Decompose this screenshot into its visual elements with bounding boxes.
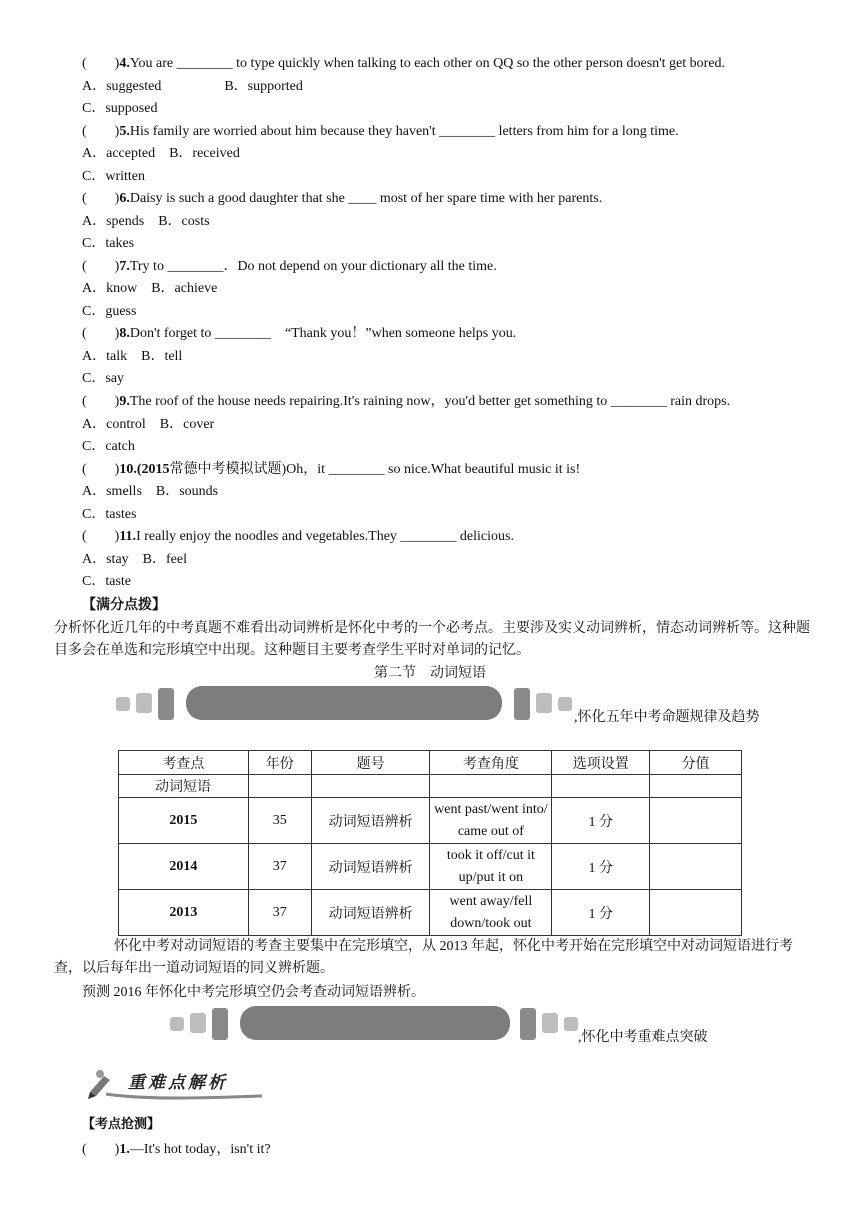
question-stem: —It's hot today，isn't it? — [129, 1142, 271, 1157]
option-c[interactable]: C．takes — [82, 236, 135, 252]
answer-blank[interactable]: ( ) — [82, 258, 120, 274]
table-header: 选项设置 — [552, 751, 650, 775]
tip-text: 分析怀化近几年的中考真题不难看出动词辨析是怀化中考的一个必考点。主要涉及实义动词辨析，情态动词辨析等。这种题目多会在单选和完形填空中出现。这种题目主要考查学生平时对单词的记忆。 — [54, 621, 810, 658]
tip-heading: 【满分点拨】 — [82, 598, 166, 613]
banner-pill — [186, 686, 502, 720]
table-cell-num: 37 — [248, 844, 311, 890]
options-ab[interactable]: A．spends B．costs — [82, 213, 210, 229]
test-heading: 【考点抢测】 — [82, 1117, 161, 1132]
table-row — [119, 890, 742, 936]
banner-square — [158, 688, 174, 720]
table-cell-year: 2013 — [119, 890, 249, 936]
table-cell-num: 37 — [248, 890, 311, 936]
options-ab[interactable]: A．suggested B．supported — [82, 78, 303, 94]
table-row — [119, 798, 742, 844]
question-stem-line — [82, 190, 602, 208]
table-header: 题号 — [311, 751, 430, 775]
banner-pill — [240, 1006, 510, 1040]
answer-blank[interactable]: ( ) — [82, 1142, 120, 1157]
banner-square — [170, 1017, 184, 1031]
table-cell-score: 1 分 — [552, 844, 650, 890]
table-cell-score: 1 分 — [552, 890, 650, 936]
option-c[interactable]: C．catch — [82, 439, 135, 454]
table-header: 考查点 — [119, 751, 249, 775]
option-c[interactable]: C．written — [82, 168, 145, 184]
question-number: 1. — [119, 1142, 130, 1157]
table-cell-angle: 动词短语辨析 — [311, 890, 430, 936]
banner-square — [190, 1013, 206, 1033]
question-stem: Try to ________．Do not depend on your dictionary all the time. — [129, 258, 497, 274]
options-ab[interactable]: A．know B．achieve — [82, 281, 218, 297]
table-cell-year: 2014 — [119, 844, 249, 890]
answer-blank[interactable]: ( ) — [82, 191, 120, 207]
table-header: 考查角度 — [430, 751, 552, 775]
logo-text: 重难点解析 — [128, 1073, 228, 1093]
question-stem: His family are worried about him because they haven't ________ letters from him for a long time. — [129, 123, 679, 139]
table-cell-score: 1 分 — [552, 798, 650, 844]
banner-square — [212, 1008, 228, 1040]
table-row — [119, 844, 742, 890]
section-title: 第二节 动词短语 — [374, 666, 486, 681]
banner-square — [536, 693, 552, 713]
options-ab[interactable]: A．control B．cover — [82, 416, 215, 432]
section-logo — [86, 1066, 266, 1100]
option-c[interactable]: C．taste — [82, 574, 131, 590]
options-ab[interactable]: A．accepted B．received — [82, 146, 240, 162]
question-stem: Daisy is such a good daughter that she ____ most of her spare time with her parents. — [129, 191, 603, 207]
banner-square — [116, 697, 130, 711]
question-stem-line — [82, 528, 514, 546]
question-stem-line — [82, 325, 516, 343]
question-stem: I really enjoy the noodles and vegetables.They ________ delicious. — [136, 529, 514, 545]
table-row — [119, 775, 742, 798]
option-c[interactable]: C．supposed — [82, 101, 158, 116]
answer-blank[interactable]: ( ) — [82, 123, 120, 139]
question-stem: The roof of the house needs repairing.It's raining now，you'd better get something to ________ rain drops. — [129, 394, 731, 409]
option-c[interactable]: C．tastes — [82, 506, 137, 522]
question-number: 4. — [119, 56, 130, 71]
question-number: 6. — [119, 191, 130, 207]
question-stem: Don't forget to ________ “Thank you！”when someone helps you. — [129, 326, 517, 342]
question-stem-line — [82, 123, 679, 141]
answer-blank[interactable]: ( ) — [82, 529, 120, 545]
table-cell-angle: 动词短语辨析 — [311, 798, 430, 844]
table-header: 年份 — [248, 751, 311, 775]
question-stem: You are ________ to type quickly when talking to each other on QQ so the other person doesn't get bored. — [129, 56, 726, 71]
option-c[interactable]: C．guess — [82, 303, 137, 319]
options-ab[interactable]: A．talk B．tell — [82, 348, 183, 364]
table-cell-options: went past/went into/ came out of — [430, 798, 552, 844]
table-topic: 动词短语 — [119, 775, 249, 798]
question-stem-line — [82, 461, 580, 479]
table-header: 分值 — [650, 751, 742, 775]
banner-1-text: ,怀化五年中考命题规律及趋势 — [574, 710, 760, 725]
paragraph-1: 怀化中考对动词短语的考查主要集中在完形填空，从 2013 年起，怀化中考开始在完形填空中对动词短语进行考查，以后每年出一道动词短语的同义辨析题。 — [54, 939, 793, 976]
last-question — [82, 1141, 271, 1159]
options-ab[interactable]: A．stay B．feel — [82, 551, 187, 567]
table-cell-year: 2015 — [119, 798, 249, 844]
banner-square — [136, 693, 152, 713]
question-number: 10. — [119, 461, 137, 477]
banner-square — [564, 1017, 578, 1031]
question-stem: 常德中考模拟试题)Oh，it ________ so nice.What beautiful music it is! — [169, 461, 581, 477]
question-stem-line — [82, 393, 730, 411]
paragraph-2: 预测 2016 年怀化中考完形填空仍会考查动词短语辨析。 — [82, 985, 425, 1000]
answer-blank[interactable]: ( ) — [82, 461, 120, 477]
question-number: 7. — [119, 258, 130, 274]
banner-square — [520, 1008, 536, 1040]
banner-square — [514, 688, 530, 720]
table-cell-options: took it off/cut it up/put it on — [430, 844, 552, 890]
table-cell-num: 35 — [248, 798, 311, 844]
answer-blank[interactable]: ( ) — [82, 394, 120, 409]
question-stem-line — [82, 258, 497, 276]
question-number: 11. — [119, 529, 137, 545]
banner-2-text: ,怀化中考重难点突破 — [578, 1030, 708, 1045]
banner-square — [558, 697, 572, 711]
table-cell-options: went away/fell down/took out — [430, 890, 552, 936]
table-header-row — [119, 751, 742, 775]
question-number: 9. — [119, 394, 130, 409]
answer-blank[interactable]: ( ) — [82, 326, 120, 342]
exam-table — [118, 750, 742, 936]
question-number: 5. — [119, 123, 130, 139]
question-source: (2015 — [136, 461, 170, 477]
answer-blank[interactable]: ( ) — [82, 56, 120, 71]
options-ab[interactable]: A．smells B．sounds — [82, 484, 219, 500]
question-stem-line — [82, 55, 725, 73]
option-c[interactable]: C．say — [82, 371, 124, 387]
banner-square — [542, 1013, 558, 1033]
question-number: 8. — [119, 326, 130, 342]
table-cell-angle: 动词短语辨析 — [311, 844, 430, 890]
